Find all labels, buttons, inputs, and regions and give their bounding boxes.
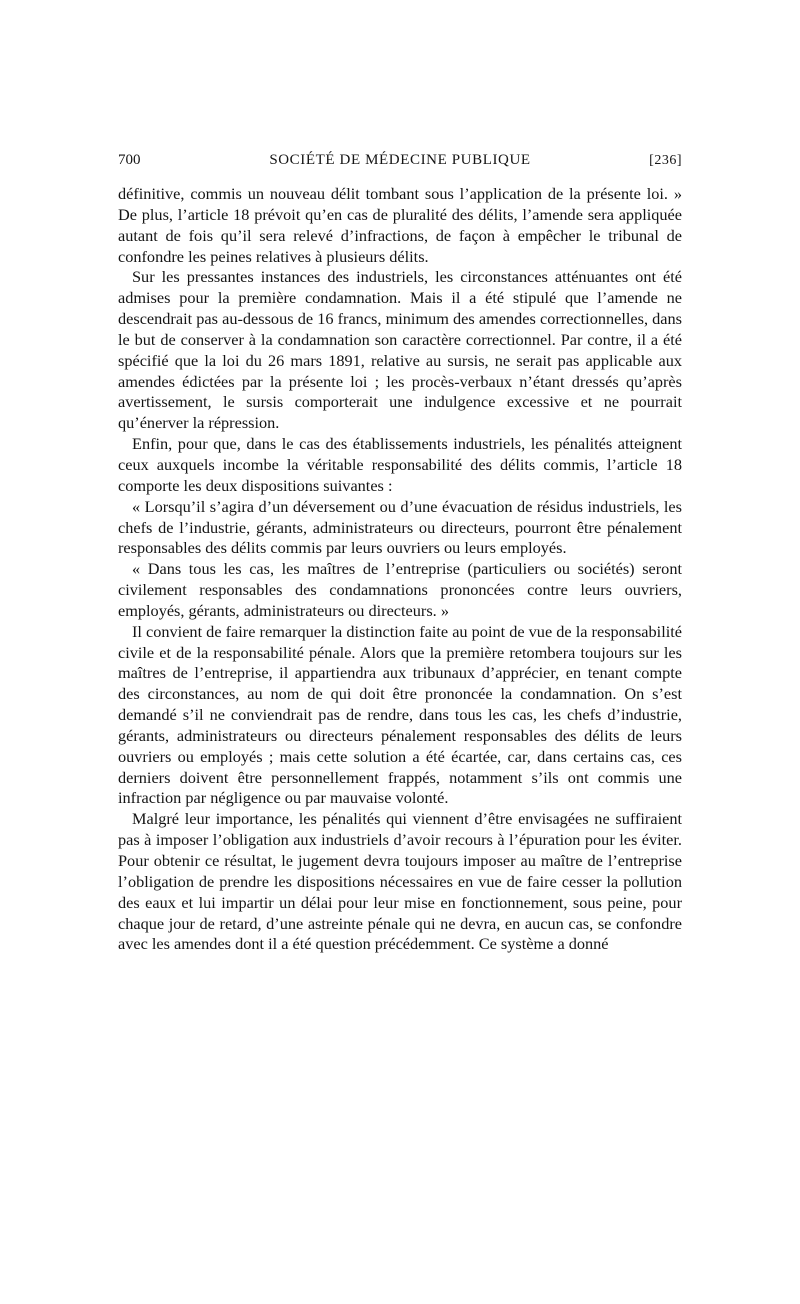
page-number: 700 xyxy=(118,152,141,168)
body-text xyxy=(118,184,682,955)
running-header xyxy=(118,152,682,176)
paragraph-purification-obligation: Malgré leur importance, les pénalités qui viennent d’être envisagées ne suffiraient pas à imposer l’obligation aux industriels d’avoir recours à l’épuration pour les éviter. Pour obtenir ce résultat, le jugement devra toujours imposer au maître de l’entreprise l’obligation de prendre les dispositions nécessaires en vue de faire cesser la pollution des eaux et lui impartir un délai pour leur mise en fonctionnement, sous peine, pour chaque jour de retard, d’une astreinte pénale qui ne devra, en aucun cas, se confondre avec les amendes dont il a été question précédemment. Ce système a donné xyxy=(118,809,682,954)
paragraph-article-18: Enfin, pour que, dans le cas des établissements industriels, les pénalités atteignent ceux auxquels incombe la véritable responsabilité des délits commis, l’article 18 comporte les deux dispositions suivantes : xyxy=(118,434,682,495)
running-title: SOCIÉTÉ DE MÉDECINE PUBLIQUE xyxy=(269,152,531,168)
paragraph-attenuating-circumstances: Sur les pressantes instances des industriels, les circonstances atténuantes ont été admises pour la première condamnation. Mais il a été stipulé que l’amende ne descendrait pas au-dessous de 16 francs, minimum des amendes correctionnelles, dans le but de conserver à la condamnation son caractère correctionnel. Par contre, il a été spécifié que la loi du 26 mars 1891, relative au sursis, ne serait pas applicable aux amendes édictées par la présente loi ; les procès-verbaux n’étant dressés qu’après avertissement, le sursis comporterait une indulgence excessive et ne pourrait qu’énerver la répression. xyxy=(118,267,682,433)
paragraph-continuation: définitive, commis un nouveau délit tombant sous l’application de la présente loi. » De plus, l’article 18 prévoit qu’en cas de pluralité des délits, l’amende sera appliquée autant de fois qu’il sera relevé d’infractions, de façon à empêcher le tribunal de confondre les peines relatives à plusieurs délits. xyxy=(118,184,682,266)
quote-penal-responsibility: « Lorsqu’il s’agira d’un déversement ou d’une évacuation de résidus industriels, les chefs de l’industrie, gérants, administrateurs ou directeurs, pourront être pénalement responsables des délits commis par leurs ouvriers ou leurs employés. xyxy=(118,496,682,558)
quote-civil-responsibility: « Dans tous les cas, les maîtres de l’entreprise (particuliers ou sociétés) seront civilement responsables des condamnations prononcées contre leurs ouvriers, employés, gérants, administrateurs ou directeurs. » xyxy=(118,559,682,620)
paragraph-distinction: Il convient de faire remarquer la distinction faite au point de vue de la responsabilité civile et de la responsabilité pénale. Alors que la première retombera toujours sur les maîtres de l’entreprise, il appartiendra aux tribunaux d’apprécier, en tenant compte des circonstances, au nom de qui doit être prononcée la condamnation. On s’est demandé s’il ne conviendrait pas de rendre, dans tous les cas, les chefs d’industrie, gérants, administrateurs ou directeurs pénalement responsables des délits de leurs ouvriers ou employés ; mais cette solution a été écartée, car, dans certains cas, ces derniers doivent être personnellement frappés, notamment s’ils ont commis une infraction par négligence ou par mauvaise volonté. xyxy=(118,621,682,808)
page-reference: [236] xyxy=(649,153,682,168)
